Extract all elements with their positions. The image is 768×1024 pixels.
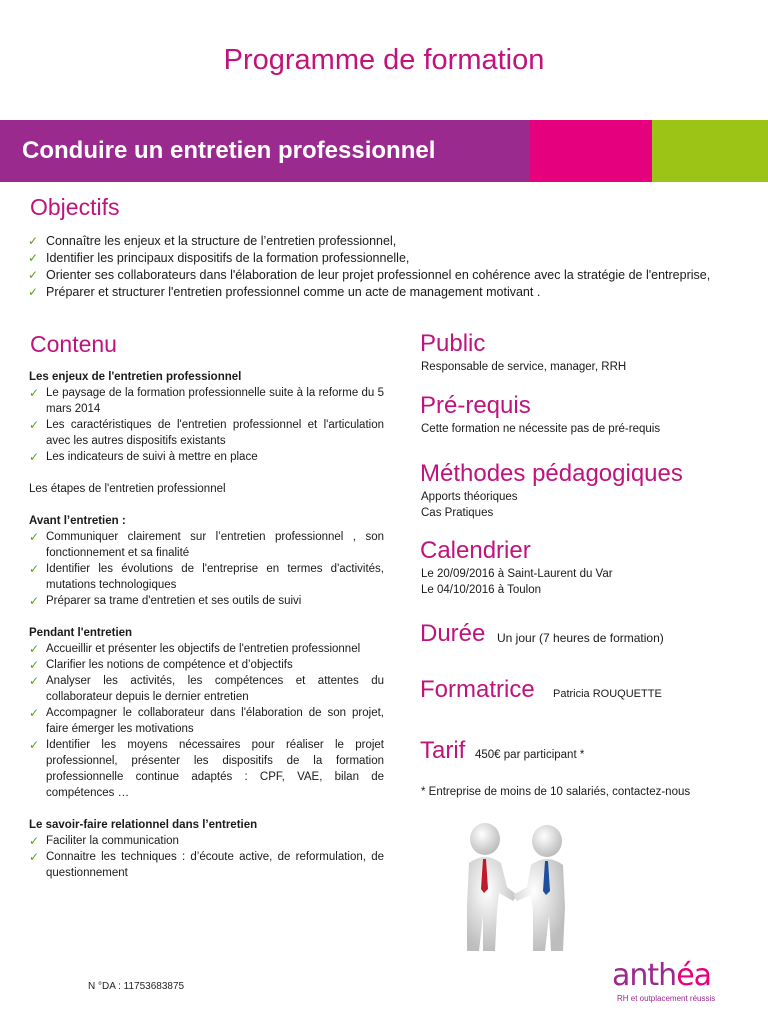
list-item: ✓ Le paysage de la formation professionnelle suite à la reforme du 5 mars 2014 — [29, 386, 384, 415]
section-title: Avant l’entretien : — [29, 515, 126, 527]
check-icon: ✓ — [29, 594, 40, 608]
list-item: ✓ Connaître les enjeux et la structure de l’entretien professionnel, — [28, 234, 397, 248]
public-text: Responsable de service, manager, RRH — [421, 361, 627, 373]
list-item: ✓ Identifier les principaux dispositifs de la formation professionnelle, — [28, 251, 410, 265]
list-item: ✓ Connaitre les techniques : d’écoute active, de reformulation, de questionnement — [29, 850, 384, 879]
check-icon: ✓ — [28, 251, 39, 265]
objectives-list — [28, 233, 728, 301]
list-item: ✓ Préparer et structurer l'entretien professionnel comme un acte de management motivant . — [28, 285, 541, 299]
tarif-note: * Entreprise de moins de 10 salariés, contactez-nous — [421, 786, 691, 798]
figure-head — [470, 823, 500, 855]
methodes-item: Apports théoriques — [421, 491, 518, 503]
list-item: ✓ Identifier les évolutions de l'entreprise en termes d'activités, mutations technologiques — [29, 562, 384, 591]
list-item: ✓ Identifier les moyens nécessaires pour réaliser le projet professionnel, présenter les dispositifs de la formation professionnelle continue adaptés : CPF, VAE, bilan de compétences … — [29, 738, 384, 799]
figure-head — [532, 825, 562, 857]
section-title: Le savoir-faire relationnel dans l’entretien — [29, 819, 258, 831]
check-icon: ✓ — [29, 834, 40, 848]
contenu-column — [29, 369, 384, 881]
list-item: ✓ Accueillir et présenter les objectifs de l'entretien professionnel — [29, 642, 361, 656]
list-item: ✓ Faciliter la communication — [29, 834, 179, 848]
nda-number: N °DA : 11753683875 — [88, 981, 185, 992]
banner-green — [652, 120, 768, 182]
formatrice-heading: Formatrice — [420, 676, 535, 703]
list-item: ✓ Communiquer clairement sur l’entretien professionnel , son fonctionnement et sa finalité — [29, 530, 384, 559]
section-title: Les enjeux de l'entretien professionnel — [29, 371, 242, 383]
figure-body — [467, 857, 517, 951]
calendrier-date: Le 04/10/2016 à Toulon — [421, 584, 542, 596]
list-item: ✓ Accompagner le collaborateur dans l'élaboration de son projet, faire émerger les motivations — [29, 706, 384, 735]
check-icon: ✓ — [28, 234, 39, 248]
list-item: ✓ Les indicateurs de suivi à mettre en place — [29, 450, 258, 464]
anthea-logo: anthéa — [612, 958, 712, 993]
check-icon: ✓ — [29, 738, 40, 752]
list-item: ✓ Analyser les activités, les compétences et attentes du collaborateur depuis le dernier entretien — [29, 674, 384, 703]
figure-body — [513, 859, 565, 951]
check-icon: ✓ — [29, 850, 40, 864]
calendrier-date: Le 20/09/2016 à Saint-Laurent du Var — [421, 568, 613, 580]
check-icon: ✓ — [29, 706, 40, 720]
logo-tagline: RH et outplacement réussis — [617, 994, 716, 1003]
formatrice-text: Patricia ROUQUETTE — [553, 688, 662, 700]
section-title: Les étapes de l'entretien professionnel — [29, 483, 226, 495]
objectives-heading: Objectifs — [30, 194, 120, 220]
check-icon: ✓ — [29, 530, 40, 544]
methodes-item: Cas Pratiques — [421, 507, 494, 519]
section-title: Pendant l'entretien — [29, 627, 133, 639]
check-icon: ✓ — [29, 418, 40, 432]
list-item: ✓ Les caractéristiques de l'entretien professionnel et l'articulation avec les autres dispositifs existants — [29, 418, 384, 447]
calendrier-heading: Calendrier — [420, 537, 531, 564]
list-item: ✓ Clarifier les notions de compétence et d’objectifs — [29, 658, 293, 672]
handshake-illustration — [455, 815, 575, 955]
check-icon: ✓ — [29, 658, 40, 672]
prereq-text: Cette formation ne nécessite pas de pré-requis — [421, 423, 661, 435]
tarif-heading: Tarif — [420, 737, 466, 764]
methodes-heading: Méthodes pédagogiques — [420, 460, 683, 487]
banner-pink — [530, 120, 652, 182]
public-heading: Public — [420, 330, 486, 357]
check-icon: ✓ — [29, 642, 40, 656]
check-icon: ✓ — [28, 268, 39, 282]
tarif-text: 450€ par participant * — [475, 749, 585, 761]
prereq-heading: Pré-requis — [420, 392, 531, 419]
check-icon: ✓ — [29, 386, 40, 400]
list-item: ✓ Orienter ses collaborateurs dans l'élaboration de leur projet professionnel en cohérence avec la stratégie de l'entreprise, — [28, 268, 711, 282]
duree-heading: Durée — [420, 620, 486, 647]
check-icon: ✓ — [29, 562, 40, 576]
duree-text: Un jour (7 heures de formation) — [497, 631, 664, 645]
check-icon: ✓ — [28, 285, 39, 299]
check-icon: ✓ — [29, 450, 40, 464]
page-title: Programme de formation — [223, 44, 545, 76]
check-icon: ✓ — [29, 674, 40, 688]
list-item: ✓ Préparer sa trame d'entretien et ses outils de suivi — [29, 594, 302, 608]
course-title: Conduire un entretien professionnel — [22, 137, 436, 164]
contenu-heading: Contenu — [30, 331, 117, 357]
